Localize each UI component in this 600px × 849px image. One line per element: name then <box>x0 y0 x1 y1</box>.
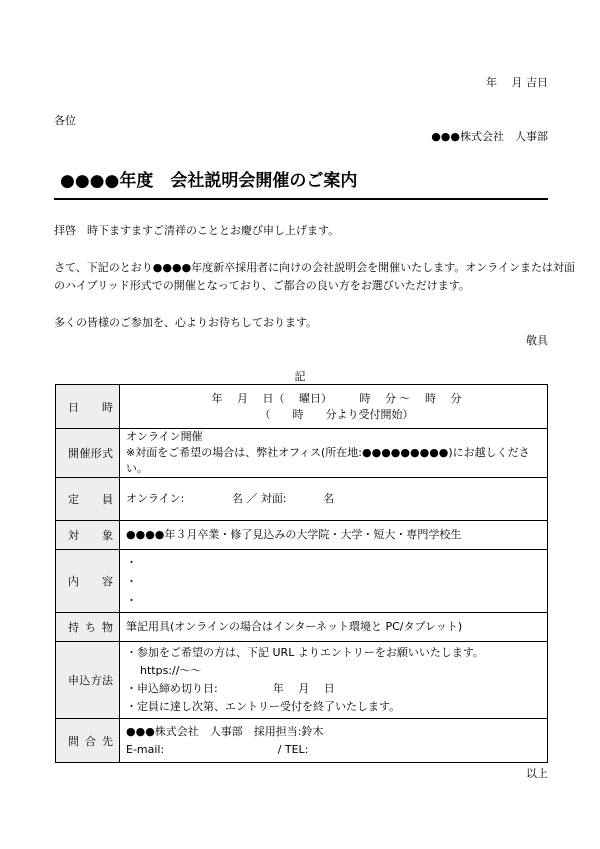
content-label: 内 容 <box>56 550 120 613</box>
contact-line-1: ●●●株式会社 人事部 採用担当:鈴木 <box>126 724 324 738</box>
capacity-value: オンライン: 名 ／ 対面: 名 <box>120 478 548 521</box>
apply-value <box>120 642 548 719</box>
table-row-format <box>56 429 548 478</box>
table-row-contact <box>56 719 548 763</box>
table-row-datetime <box>56 385 548 429</box>
datetime-line-1: 年 月 日（ 曜日） 時 分 ～ 時 分 <box>211 391 462 405</box>
document-title: ●●●●年度 会社説明会開催のご案内 <box>60 171 358 191</box>
table-row-capacity <box>56 478 548 521</box>
contact-label: 問合先 <box>56 719 120 763</box>
table-row-apply <box>56 642 548 719</box>
title-underline <box>54 198 548 200</box>
apply-label: 申込方法 <box>56 642 120 719</box>
belongings-value: 筆記用具(オンラインの場合はインターネット環境と PC/タブレット) <box>120 613 548 642</box>
body-paragraph-2: 多くの皆様のご参加を、心よりお待ちしております。 <box>54 316 318 329</box>
body-paragraph-1-line-2: のハイブリッド形式での開催となっており、ご都合の良い方をお選びいただけます。 <box>54 279 470 292</box>
date-line: 年 月 吉日 <box>486 76 548 89</box>
apply-line-4: ・定員に達し次第、エントリー受付を終了いたします。 <box>126 700 401 713</box>
datetime-line-2: （ 時 分より受付開始） <box>259 407 414 421</box>
apply-line-1: ・参加をご希望の方は、下記 URL よりエントリーをお願いいたします。 <box>126 646 484 659</box>
body-paragraph-1-line-1: さて、下記のとおり●●●●年度新卒採用者に向けの会社説明会を開催いたします。オンラインまたは対面 <box>54 261 575 274</box>
format-value <box>120 429 548 478</box>
belongings-label: 持ち物 <box>56 613 120 642</box>
apply-deadline: ・申込締め切り日: 年 月 日 <box>126 682 335 695</box>
contact-line-2: E-mail: / TEL: <box>126 742 309 756</box>
target-value: ●●●●年３月卒業・修了見込みの大学院・大学・短大・専門学校生 <box>120 521 548 550</box>
addressee: 各位 <box>54 114 76 127</box>
ijou-end-mark: 以上 <box>526 767 548 780</box>
contact-value <box>120 719 548 763</box>
content-item: ・ <box>126 555 137 569</box>
closing-keigu: 敬具 <box>526 334 548 347</box>
table-row-content <box>56 550 548 613</box>
ki-heading: 記 <box>294 370 306 383</box>
apply-url: https://～～ <box>140 664 202 677</box>
target-label: 対 象 <box>56 521 120 550</box>
table-row-target <box>56 521 548 550</box>
greeting: 拝啓 時下ますますご清祥のこととお慶び申し上げます。 <box>54 224 340 237</box>
datetime-label: 日 時 <box>56 385 120 429</box>
content-item: ・ <box>126 593 137 607</box>
capacity-label: 定 員 <box>56 478 120 521</box>
format-line-2: ※対面をご希望の場合は、弊社オフィス(所在地:●●●●●●●●●)にお越しください。 <box>126 446 530 475</box>
format-label: 開催形式 <box>56 429 120 478</box>
content-item: ・ <box>126 574 137 588</box>
info-table <box>55 384 548 763</box>
table-row-belongings <box>56 613 548 642</box>
format-line-1: オンライン開催 <box>126 430 203 443</box>
sender: ●●●株式会社 人事部 <box>431 130 548 143</box>
datetime-value <box>120 385 548 429</box>
content-value <box>120 550 548 613</box>
